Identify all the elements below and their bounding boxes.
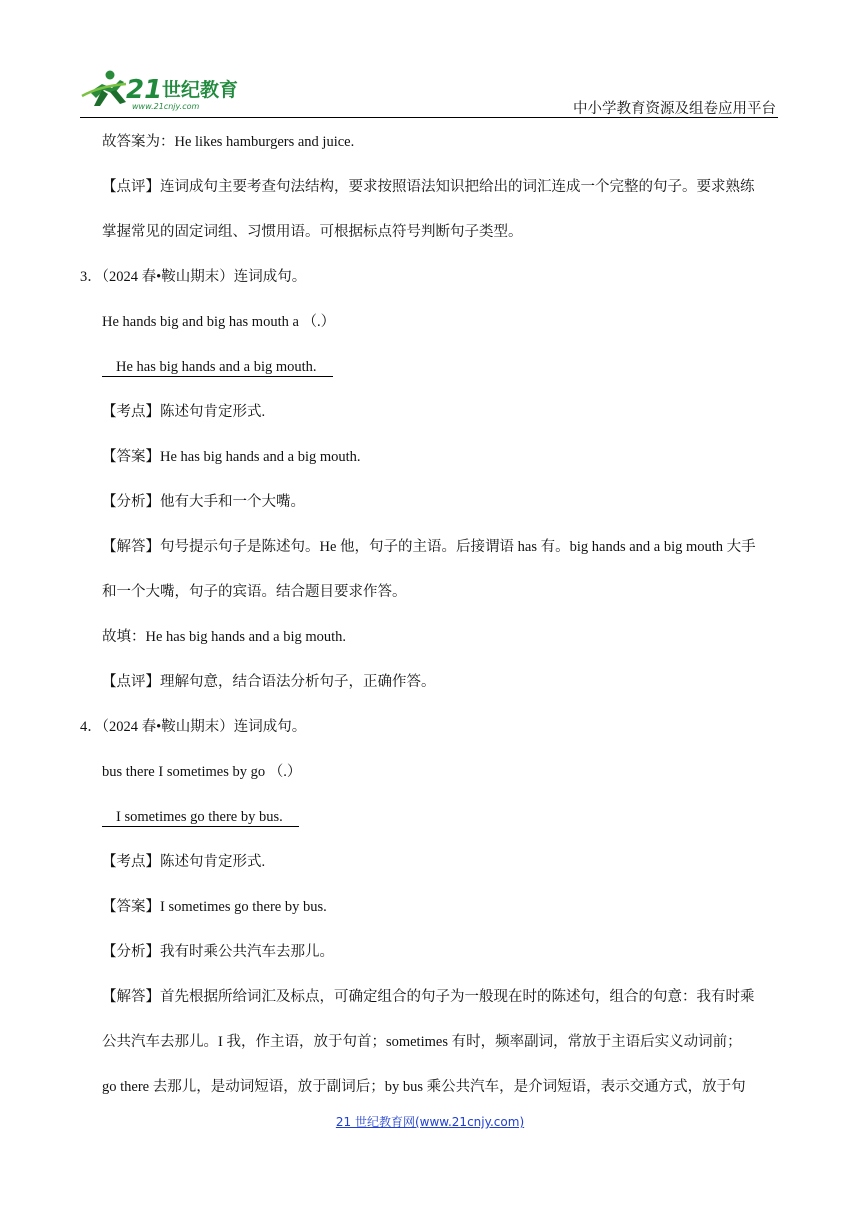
answer-line: 【答案】I sometimes go there by bus. (102, 899, 327, 915)
answer-underline: He has big hands and a big mouth. (102, 358, 333, 377)
test-point-line: 【考点】陈述句肯定形式. (102, 404, 266, 420)
answer-underline: I sometimes go there by bus. (102, 808, 299, 827)
header-divider (80, 117, 778, 118)
solution-line: 【解答】首先根据所给词汇及标点，可确定组合的句子为一般现在时的陈述句，组合的句意：我有时乘 (102, 989, 755, 1005)
footer-link[interactable]: 21 世纪教育网(www.21cnjy.com) (335, 1115, 525, 1129)
site-logo (80, 66, 260, 112)
comment-line: 【点评】理解句意，结合语法分析句子，正确作答。 (102, 674, 436, 690)
solution-line: 【解答】句号提示句子是陈述句。He 他，句子的主语。后接谓语 has 有。big hands and a big mouth 大手 (102, 539, 756, 555)
solution-line: 和一个大嘴，句子的宾语。结合题目要求作答。 (102, 584, 407, 600)
question-4-words: bus there I sometimes by go （.） (102, 764, 302, 780)
question-4-title: 4．（2024 春•鞍山期末）连词成句。 (80, 719, 307, 735)
platform-name: 中小学教育资源及组卷应用平台 (573, 101, 776, 117)
answer-line: 故答案为：He likes hamburgers and juice. (102, 134, 355, 150)
test-point-line: 【考点】陈述句肯定形式. (102, 854, 266, 870)
svg-text:21: 21 (126, 75, 163, 105)
analysis-line: 【分析】我有时乘公共汽车去那儿。 (102, 944, 334, 960)
fill-line: 故填：He has big hands and a big mouth. (102, 629, 347, 645)
svg-text:www.21cnjy.com: www.21cnjy.com (132, 102, 200, 111)
question-3-words: He hands big and big has mouth a （.） (102, 314, 336, 330)
svg-text:世纪教育: 世纪教育 (162, 79, 239, 101)
solution-line: go there 去那儿，是动词短语，放于副词后；by bus 乘公共汽车，是介词短语，表示交通方式，放于句 (102, 1079, 746, 1095)
comment-line: 【点评】连词成句主要考查句法结构，要求按照语法知识把给出的词汇连成一个完整的句子。要求熟练 (102, 179, 755, 195)
analysis-line: 【分析】他有大手和一个大嘴。 (102, 494, 305, 510)
question-3-answer-blank (102, 356, 333, 378)
solution-line: 公共汽车去那儿。I 我，作主语，放于句首；sometimes 有时，频率副词，常放于主语后实义动词前； (102, 1034, 742, 1050)
question-4-answer-blank (102, 806, 299, 828)
question-3-title: 3．（2024 春•鞍山期末）连词成句。 (80, 269, 307, 285)
answer-line: 【答案】He has big hands and a big mouth. (102, 449, 361, 465)
page-header (80, 66, 778, 120)
comment-line: 掌握常见的固定词组、习惯用语。可根据标点符号判断句子类型。 (102, 224, 523, 240)
